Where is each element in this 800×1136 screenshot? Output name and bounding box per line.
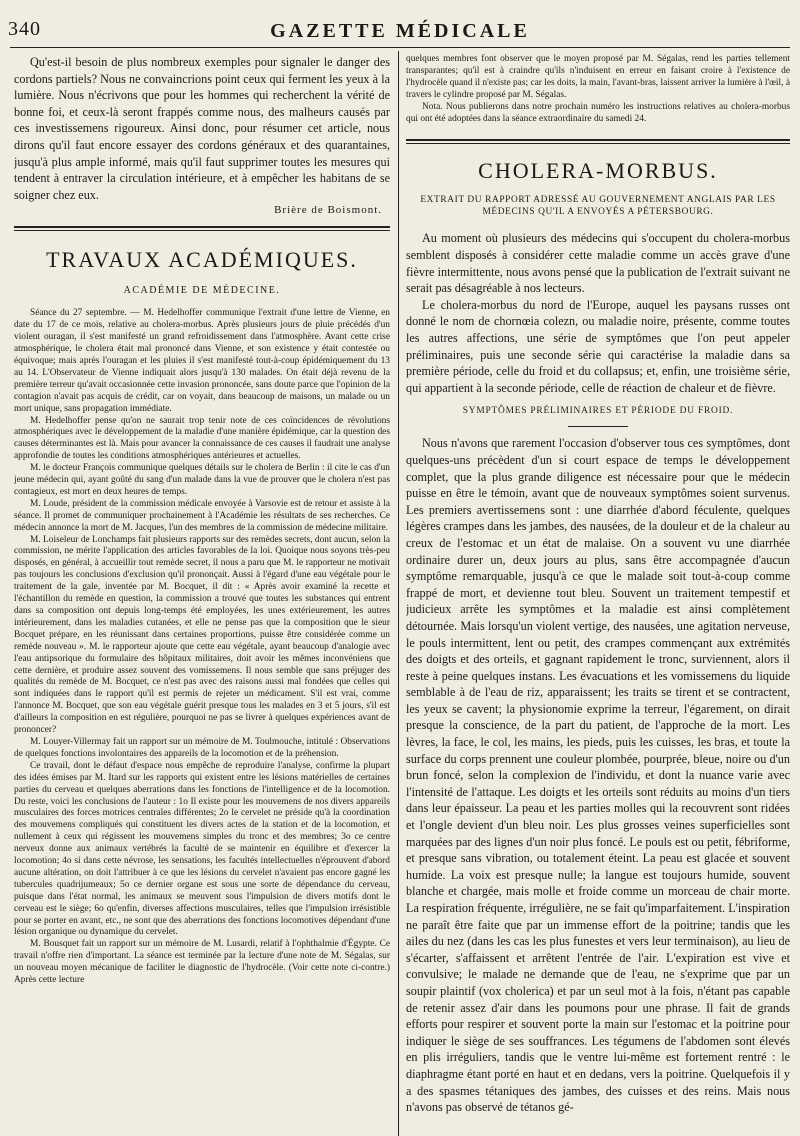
author-signature: Brière de Boismont. [274, 204, 382, 217]
column-divider [398, 51, 399, 1136]
left-column [14, 54, 390, 1134]
right-column [406, 54, 790, 1134]
section-title-cholera: CHOLERA-MORBUS. [478, 158, 718, 184]
continued-paragraph: quelques membres font observer que le moyen proposé par M. Ségalas, rend les parties tellement transparantes; qu'il est à craindre qu'ils n'induisent en erreur en faisant croire à l'existence de l'hydrocèle quand il n'existe pas; car les doits, la main, l'avant-bras, laissent arriver la lumière à l'œil, à travers le cylindre proposé par M. Ségalas. [406, 54, 790, 100]
academy-paragraph: M. Louyer-Villermay fait un rapport sur un mémoire de M. Toulmouche, intitulé : Observations de quelques fonctions involontaires des appareils de la locomotion et de la préhension. [14, 736, 390, 759]
academy-paragraph: Séance du 27 septembre. — M. Hedelhoffer communique l'extrait d'une lettre de Vienne, en date du 17 de ce mois, relative au cholera-morbus. Après plusieurs jours de pluie précédés d'un violent ouragan, il s'est manifesté un grand refroidissement dans l'atmosphère. Avant cette crise atmosphérique, le cholera était mal prononcé dans Vienne, et son existence y était contestée ou équivoque; mais après l'ouragan et les pluies il s'est manifesté tout-à-coup épidémiquement du 13 au 14. L'Observateur de Vienne indiquait alors jusqu'à 130 malades. On était déjà revenu de la première terreur qu'avait occasionnée cette invasion prononcée, sans doute parce que l'opinion de la contagion n'avait pas acquis de crédit, car on voyait, dans beaucoup de maisons, un malade ou un mort unique, sans propagation immédiate. [14, 308, 390, 414]
academy-paragraph: M. Hedelhoffer pense qu'on ne saurait trop tenir note de ces coïncidences de révolutions atmosphériques avec le développement de la maladie d'une manière épidémique, car la question des causes déterminantes est là. Mais pour avancer la connaissance de ces causes il faudrait une analyse approfondie de toutes les conditions atmosphériques antérieures et actuelles. [14, 415, 390, 462]
section-double-rule [14, 226, 390, 231]
symptoms-title: SYMPTÔMES PRÉLIMINAIRES ET PÉRIODE DU FROID. [462, 406, 734, 417]
subsection-title-academie: ACADÉMIE DE MÉDECINE. [123, 285, 281, 297]
academy-paragraph: M. le docteur François communique quelques détails sur le cholera de Berlin : il cite le cas d'un jeune médecin qui, ayant goûté du sang d'un malade dans la vue de prouver que le cholera n'est pas contagieux, est mort en deux heures de temps. [14, 463, 390, 497]
short-rule [568, 426, 628, 427]
cholera-paragraph: Nous n'avons que rarement l'occasion d'observer tous ces symptômes, dont quelques-uns précèdent d'un si court espace de temps le développement complet, que la plus grande diligence est nécessaire pour que le médecin puisse en être le témoin, avant que de nouveaux symptômes soient survenus. Les premiers avertissemens sont : une diarrhée d'abord féculente, quelques légères crampes dans les jambes, des nausées, de la douleur et de la chaleur au creux de l'estomac et un état de malaise. On a souvent vu une diarrhée ordinaire durer un, deux jours au plus, sans être accompagnée d'aucun symptôme remarquable, jusqu'à ce que le malade soit tout-à-coup comme frappé de mort, et devienne tout bleu. Souvent un traitement tempestif et judicieux arrête les symptômes et la maladie est ainsi complètement détournée. Mais lorsqu'un violent vertige, des nausées, une agitation nerveuse, le pouls intermittent, lent ou petit, des crampes commençant aux extrémités des doigts et des orteils, et gagnant rapidement le tronc, surviennent, alors il reste à peine quelques instans. Les évacuations et les vomissemens du liquide semblable à de l'eau de riz, apparaissent; les traits se tirent et se contractent, les yeux se cavent; la physionomie exprime la terreur, l'égarement, on dirait presque la conscience, de la part du patient, de l'approche de la mort. Les lèvres, la face, le col, les mains, les pieds, puis les cuisses, les bras, et toute la surface du corps prennent une couleur plombée, pourprée, bleue, noire ou d'un brun foncé, selon la complexion de l'individu, et dont la nuance varie avec l'intensité de l'attaque. Les doigts et les orteils sont réduits au moins d'un tiers dans leur épaisseur. La peau et les parties molles qui la recouvrent sont ridées et l'ongle devient d'un bleu noir. Les plus grosses veines superficielles sont marquées par des lignes d'un noir plus foncé. Le pouls est ou petit, fébriforme, et presque sans vibration, ou totalement éteint. La peau est glacée et souvent humide. La voix est presque nulle; la langue est toujours humide, souvent blanche et chargée, mais molle et froide comme un morceau de chair morte. La respiration fréquente, irrégulière, ne se fait qu'imparfaitement. L'inspiration ne paraît être faite que par un immense effort de la poitrine; tandis que les ailes du nez (dans les cas les plus funestes et vers leur terminaison), au lieu de s'écarter, s'affaissent et arrêtent l'entrée de l'air. L'expiration est vive et convulsive; le malade ne demande que de l'eau, ne s'exprime que par un soupir plaintif (vox cholerica) et par un seul mot à la fois, n'étant pas capable de retenir assez d'air dans les poumons pour une phrase. Il fait de grands efforts pour respirer et souvent porte la main sur l'estomac et la poitrine pour indiquer le siège de ses souffrances. Les tégumens de l'abdomen sont élevés en plis irréguliers, tandis que le ventre lui-même est fortement rentré : le diaphragme étant porté en haut et en dedans, vers la poitrine. Quelquefois il y a des spasmes tétaniques des jambes, des cuisses et des reins. Mais nous n'avons pas observé de tétanos gé- [406, 436, 790, 1115]
page-header [0, 0, 800, 44]
page-number: 340 [8, 18, 41, 40]
academy-paragraph: Ce travail, dont le défaut d'espace nous empêche de reproduire l'analyse, confirme la plupart des idées émises par M. Itard sur les rapports qui existent entre les lésions matérielles de certaines parties du cerveau et quelques aberrations dans les fonctions de l'intelligence et de la locomotion. Du reste, voici les conclusions de l'auteur : 1o Il existe pour les mouvemens de nos divers appareils musculaires des forces motrices centrales différentes; 2o le cervelet ne préside qu'à la coordination des mouvemens compliqués qui constituent les divers actes de la station et de la locomotion, et nullement à ceux qui régissent les mouvemens simples du tronc et des membres; 3o ce centre nerveux donne aux animaux vertébrés la faculté de se maintenir en équilibre et d'exercer la locomotion; 4o si dans cette névrose, les sensations, les facultés intellectuelles n'éprouvent d'abord aucune altération, on doit l'attribuer à ce que les lésions du cervelet n'avaient pas encore gagné les tubercules quadrijumeaux; 5o ce dernier organe est sous une sorte de dépendance du cerveau, puisque dans l'état normal, les animaux se meuvent sous l'impulsion de divers motifs dont le cerveau est le siège; 6o qu'enfin, diverses affections musculaires, telles que l'impulsion irrésistible pour se porter en avant, etc., ne sont que des aberrations des fonctions locomotives dépendant d'une lésion organique ou dynamique du cervelet. [14, 760, 390, 938]
extract-title: EXTRAIT DU RAPPORT ADRESSÉ AU GOUVERNEMENT ANGLAIS PAR LES MÉDECINS QU'IL A ENVOYÉS A PÉTERSBOURG. [420, 195, 776, 218]
academy-paragraph: M. Bousquet fait un rapport sur un mémoire de M. Lusardi, relatif à l'ophthalmie d'Égypte. Ce travail n'offre rien d'important. La séance est terminée par la lecture d'une note de M. Ségalas, sur un nouveau moyen mécanique de faciliter le diagnostic de l'hydrocèle. (Voir cette note ci-contre.) Après cette lecture [14, 939, 390, 986]
cholera-paragraph: Au moment où plusieurs des médecins qui s'occupent du cholera-morbus semblent disposés à considérer cette maladie comme un accès grave d'une fièvre intermittente, nous avons pensé que la publication de l'extrait suivant ne serait pas désagréable à nos lecteurs. [406, 231, 790, 296]
header-rule [10, 47, 790, 48]
cholera-paragraph: Le cholera-morbus du nord de l'Europe, auquel les paysans russes ont donné le nom de chornœia colezn, ou maladie noire, présente, comme toutes les autres affections, une série de symptômes que l'on peut appeler préliminaires, puis une seconde série qui caractérise la maladie dans sa première période, celle du froid et du collapsus; et, enfin, une troisième série, qui appartient à la seconde période, celle de réaction de chaleur et de fièvre. [406, 297, 790, 395]
journal-title: GAZETTE MÉDICALE [270, 20, 530, 42]
intro-paragraph: Qu'est-il besoin de plus nombreux exemples pour signaler le danger des cordons partiels? Nous ne convaincrions point ceux qui ferment les yeux à la lumière. Nous n'écrivons que pour les hommes qui recherchent la vérité de bonne foi, et ceux-là seront frappés comme nous, des malheurs causés par ces investissemens rigoureux. Ainsi donc, pour résumer cet article, nous dirons qu'il faut encore essayer des cordons généraux et des quarantaines, jusqu'à plus ample informé, mais qu'il faut supprimer toutes les mesures qui tendent à entraver la circulation intérieure, et à empêcher les habitans de se soigner chez eux. [14, 55, 390, 202]
academy-paragraph: M. Loude, président de la commission médicale envoyée à Varsovie est de retour et assiste à la séance. Il promet de communiquer prochainement à l'Académie les résultats de ses recherches. Ce médecin annonce la mort de M. Jacques, l'un des membres de la commission de médecine militaire. [14, 498, 390, 533]
nota-paragraph: Nota. Nous publierons dans notre prochain numéro les instructions relatives au cholera-morbus qui ont été adoptées dans la séance extraordinaire du samedi 24. [406, 101, 790, 124]
section-title-travaux: TRAVAUX ACADÉMIQUES. [46, 247, 358, 273]
section-double-rule [406, 139, 790, 144]
academy-paragraph: M. Loiseleur de Lonchamps fait plusieurs rapports sur des remèdes secrets, dont aucun, selon la commission, ne mérite l'application des articles favorables de la loi. Quoique nous soyons très-peu disposés, en général, à accueillir tout remède secret, il nous a paru que M. le rapporteur ne motivait pas toujours les conclusions d'exclusion qu'il prononçait. Aussi à l'égard d'une eau végétale pour le traitement de la gale, inventée par M. Bocquet, il dit : « Après avoir examiné la recette et l'échantillon du remède en question, la commission a trouvé que toutes les substances qui entrent dans sa composition ont depuis long-temps été employées, les unes extérieurement, les autres intérieurement, dans les maladies cutanées, et elle ne pense pas que la composition que le sieur Bocquet prépare, en les réunissant dans certaines proportions, puisse être considérée comme un remède nouveau ». M. le rapporteur ajoute que cette eau végétale, ayant beaucoup d'analogie avec l'eau antipsorique du formulaire des hôpitaux militaires, doit avoir les mêmes inconvéniens que cette dernière, et produire assez souvent des vomissemens. Il nous semble que sans préjuger des qualités du remède de M. Bocquet, ce n'est pas avec des raisons aussi mal fondées que celles qui sont indiquées dans le rapport qu'il est permis de rejeter un médicament. S'il est vrai, comme l'annonce M. Bocquet, que son eau végétale guérit presque tous les malades en 3 et 5 jours, s'il est d'ailleurs la composition en est régulière, pourquoi ne pas se livrer à quelques expériences avant de prononcer? [14, 534, 390, 736]
